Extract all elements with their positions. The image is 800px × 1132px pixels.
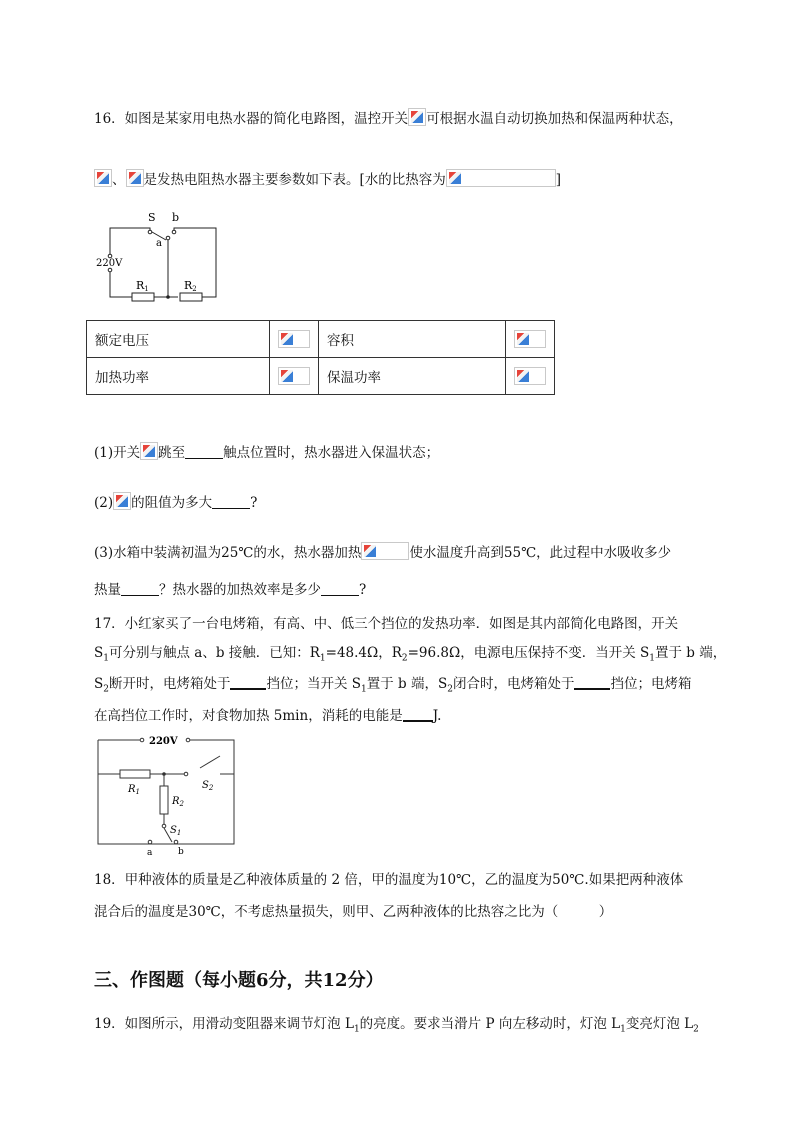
answer-blank[interactable]: [185, 444, 223, 459]
s1-label: $S_1$: [170, 825, 182, 837]
answer-blank[interactable]: [403, 706, 433, 722]
answer-blank[interactable]: [212, 494, 250, 509]
heating-time-image: [361, 542, 409, 560]
volume-value-image: [514, 330, 546, 348]
table-cell-value: [506, 321, 555, 358]
table-cell-value: [270, 321, 319, 358]
q18-line2: 混合后的温度是30℃，不考虑热量损失，则甲、乙两种液体的比热容之比为（ ）: [94, 904, 613, 920]
keep-warm-power-value-image: [514, 367, 546, 385]
r2-label: $R_2$: [172, 796, 184, 808]
q16-sub1: (1)开关 跳至 触点位置时，热水器进入保温状态；: [94, 442, 439, 463]
contact-a-label: a: [147, 848, 153, 858]
switch-symbol-image: [408, 108, 426, 126]
rated-voltage-value-image: [278, 330, 310, 348]
q16-sub2: (2) 的阻值为多大 ?: [94, 492, 257, 513]
q16-params-table: [86, 320, 555, 395]
table-row: [87, 358, 555, 395]
answer-blank[interactable]: [121, 581, 159, 596]
answer-blank[interactable]: [321, 581, 359, 596]
r2-label: R2: [184, 279, 197, 293]
voltage-label: 220V: [149, 736, 178, 747]
q17-circuit-diagram: [92, 732, 242, 858]
r1-symbol-image: [94, 169, 112, 187]
heating-power-value-image: [278, 367, 310, 385]
r1-label: $R_1$: [128, 784, 140, 796]
table-cell-value: [270, 358, 319, 395]
answer-blank[interactable]: [574, 674, 610, 690]
table-cell-value: [506, 358, 555, 395]
contact-b-label: b: [172, 211, 180, 224]
specific-heat-formula-image: [446, 169, 556, 187]
q17-line1: 17．小红家买了一台电烤箱，有高、中、低三个挡位的发热功率．如图是其内部简化电路图，开关: [94, 616, 679, 632]
table-cell-label: 加热功率: [87, 358, 270, 395]
table-cell-label: 保温功率: [319, 358, 506, 395]
q17-line3: $S_2$断开时，电烤箱处于 挡位；当开关 $S_1$置于 b 端，$S_2$闭合时，电烤箱处于 挡位；电烤箱: [94, 676, 692, 695]
q17-line2: $S_1$可分别与触点 a、b 接触．已知：$R_1=48.4\Omega$，$R_2=96.8\Omega$，电源电压保持不变．当开关 $S_1$置于 b 端，: [94, 645, 727, 664]
contact-b-label: b: [178, 847, 184, 857]
r1-label: R1: [136, 279, 149, 293]
voltage-label: 220V: [96, 258, 123, 269]
q19-line1: 19．如图所示，用滑动变阻器来调节灯泡 $L_1$的亮度。要求当滑片 P 向左移动时，灯泡 $L_1$变亮灯泡 $L_2$: [94, 1016, 699, 1035]
q17-line4: 在高挡位工作时，对食物加热 5min，消耗的电能是 J.: [94, 708, 442, 724]
q16-sub3-line1: (3)水箱中装满初温为25℃的水，热水器加热 使水温度升高到55℃，此过程中水吸收多少: [94, 542, 671, 563]
q18-line1: 18．甲种液体的质量是乙种液体质量的 2 倍，甲的温度为10℃，乙的温度为50℃.如果把两种液体: [94, 872, 684, 888]
switch-s-label: S: [148, 211, 156, 224]
switch-symbol-image: [140, 442, 158, 460]
q16-sub3-line2: 热量 ？热水器的加热效率是多少 ?: [94, 582, 367, 598]
section-title: 三、作图题（每小题6分，共12分）: [94, 970, 384, 991]
s2-label: $S_2$: [202, 780, 214, 792]
q16-line1: 16．如图是某家用电热水器的简化电路图，温控开关 可根据水温自动切换加热和保温两种状态，: [94, 108, 683, 129]
r2-symbol-image: [126, 169, 144, 187]
table-row: [87, 321, 555, 358]
q16-circuit-diagram: [92, 208, 222, 304]
table-cell-label: 额定电压: [87, 321, 270, 358]
contact-a-label: a: [156, 238, 162, 249]
table-cell-label: 容积: [319, 321, 506, 358]
r2-symbol-image: [113, 492, 131, 510]
q16-line2: 、 是发热电阻热水器主要参数如下表。[水的比热容为 ]: [94, 169, 561, 190]
answer-blank[interactable]: [230, 674, 266, 690]
